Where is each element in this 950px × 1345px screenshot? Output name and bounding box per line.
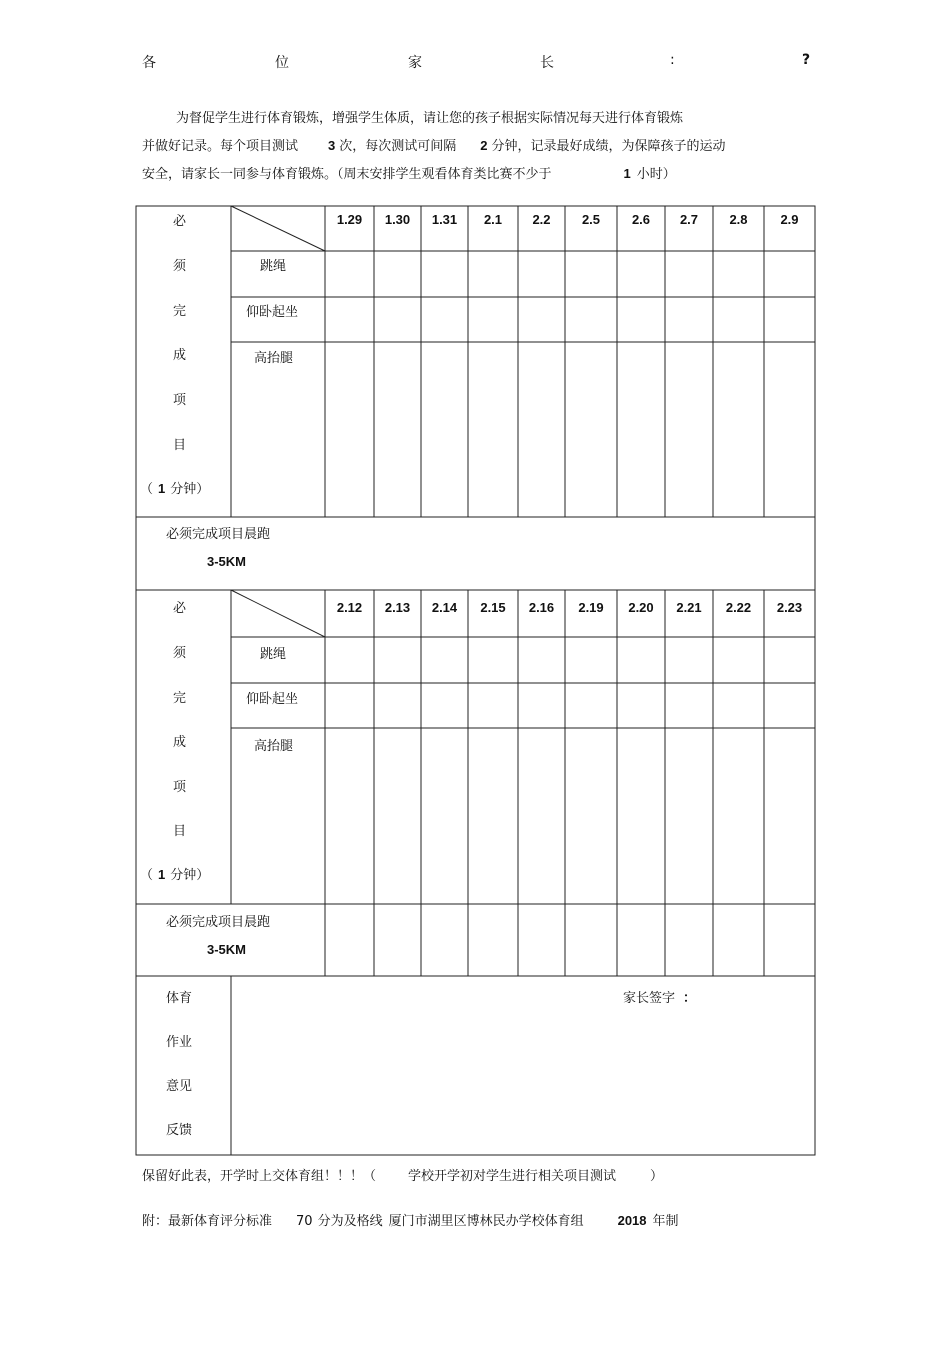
item-high-knees: 高抬腿 xyxy=(254,351,294,366)
greeting-char: 位 xyxy=(275,55,289,71)
section-char: 必 xyxy=(173,214,187,229)
intro-text: 安全，请家长一同参与体育锻炼。（周末安排学生观看体育类比赛不少于 xyxy=(142,167,552,182)
watch-hours: 1 xyxy=(623,166,631,181)
item-jump-rope: 跳绳 xyxy=(260,259,287,274)
date-header: 2.7 xyxy=(679,212,699,227)
date-header: 2.21 xyxy=(676,600,702,615)
test-times: 3 xyxy=(328,138,336,153)
feedback-input-area[interactable] xyxy=(232,977,814,1154)
date-header: 2.19 xyxy=(578,600,604,615)
date-header: 2.22 xyxy=(725,600,752,615)
date-header: 2.5 xyxy=(581,212,601,227)
intro-text: 次，每次测试可间隔 xyxy=(339,139,457,154)
footer-appendix xyxy=(142,1210,679,1229)
date-header: 2.15 xyxy=(480,600,506,615)
date-header: 2.2 xyxy=(532,212,551,227)
date-header: 1.31 xyxy=(431,212,458,227)
section-char: 完 xyxy=(173,304,187,319)
parent-sign-colon: ： xyxy=(683,990,697,1005)
item-high-knees: 高抬腿 xyxy=(254,739,294,754)
test-interval: 2 xyxy=(480,138,488,153)
intro-text: 小时） xyxy=(636,167,676,182)
feedback-label: 体育 xyxy=(166,991,193,1006)
note-paren: （ xyxy=(140,868,154,883)
section-char: 须 xyxy=(173,259,187,274)
feedback-label: 作业 xyxy=(166,1035,193,1050)
date-header: 2.23 xyxy=(776,600,803,615)
section-char: 目 xyxy=(173,438,187,453)
intro-text: 分钟，记录最好成绩，为保障孩子的运动 xyxy=(491,139,726,154)
date-header: 1.29 xyxy=(336,212,363,227)
parent-sign-text: 家长签字 xyxy=(623,991,676,1006)
greeting-char: 长 xyxy=(540,55,554,71)
date-header: 2.12 xyxy=(336,600,363,615)
appendix-text: 年制 xyxy=(652,1214,679,1229)
keep-note-text: 学校开学初对学生进行相关项目测试 xyxy=(408,1169,617,1184)
greeting-char: ? xyxy=(802,52,811,68)
run-distance-1: 3-5KM xyxy=(207,554,247,569)
date-header: 2.14 xyxy=(431,600,458,615)
item-jump-rope: 跳绳 xyxy=(260,647,287,662)
date-header: 2.20 xyxy=(628,600,654,615)
section-char: 须 xyxy=(173,646,187,661)
section-char: 必 xyxy=(173,601,187,616)
feedback-label: 意见 xyxy=(166,1079,193,1094)
run-label-1: 必须完成项目晨跑 xyxy=(166,527,271,542)
section-char: 成 xyxy=(173,735,187,750)
year: 2018 xyxy=(617,1213,647,1228)
note-num: 1 xyxy=(158,481,166,496)
section-char: 完 xyxy=(173,691,187,706)
date-header: 2.1 xyxy=(483,212,503,227)
note-suffix: 分钟） xyxy=(170,482,210,497)
note-suffix: 分钟） xyxy=(170,868,210,883)
date-header: 2.16 xyxy=(528,600,555,615)
intro-line-1: 为督促学生进行体育锻炼，增强学生体质，请让您的孩子根据实际情况每天进行体育锻炼 xyxy=(176,111,684,126)
date-header: 2.8 xyxy=(729,212,748,227)
date-header: 2.6 xyxy=(631,212,651,227)
appendix-text: 分为及格线 xyxy=(317,1214,383,1229)
run-distance-2: 3-5KM xyxy=(207,942,247,957)
note-paren: （ xyxy=(140,482,154,497)
greeting-char: : xyxy=(670,52,675,68)
keep-note-text: 保留好此表，开学时上交体育组！！！（ xyxy=(142,1169,377,1184)
item-situps: 仰卧起坐 xyxy=(246,692,299,707)
greeting-char: 各 xyxy=(142,55,156,71)
appendix-text: 附：最新体育评分标准 xyxy=(142,1214,273,1229)
passing-score: 70 xyxy=(296,1214,313,1229)
date-header: 2.9 xyxy=(780,212,799,227)
item-situps: 仰卧起坐 xyxy=(246,305,299,320)
section-char: 目 xyxy=(173,824,187,839)
section-char: 成 xyxy=(173,348,187,363)
note-num: 1 xyxy=(158,867,166,882)
date-header: 1.30 xyxy=(384,212,411,227)
section-note xyxy=(140,864,209,883)
footer-keep-note xyxy=(142,1165,663,1184)
run-label-2: 必须完成项目晨跑 xyxy=(166,915,271,930)
section-char: 项 xyxy=(173,393,187,408)
section-note xyxy=(140,478,209,497)
section-char: 项 xyxy=(173,780,187,795)
keep-note-text: ） xyxy=(650,1169,664,1184)
school-name: 厦门市湖里区博林民办学校体育组 xyxy=(388,1214,584,1229)
greeting-char: 家 xyxy=(408,55,422,71)
feedback-label: 反馈 xyxy=(166,1123,193,1138)
intro-text: 并做好记录。每个项目测试 xyxy=(142,139,299,154)
date-header: 2.13 xyxy=(384,600,411,615)
